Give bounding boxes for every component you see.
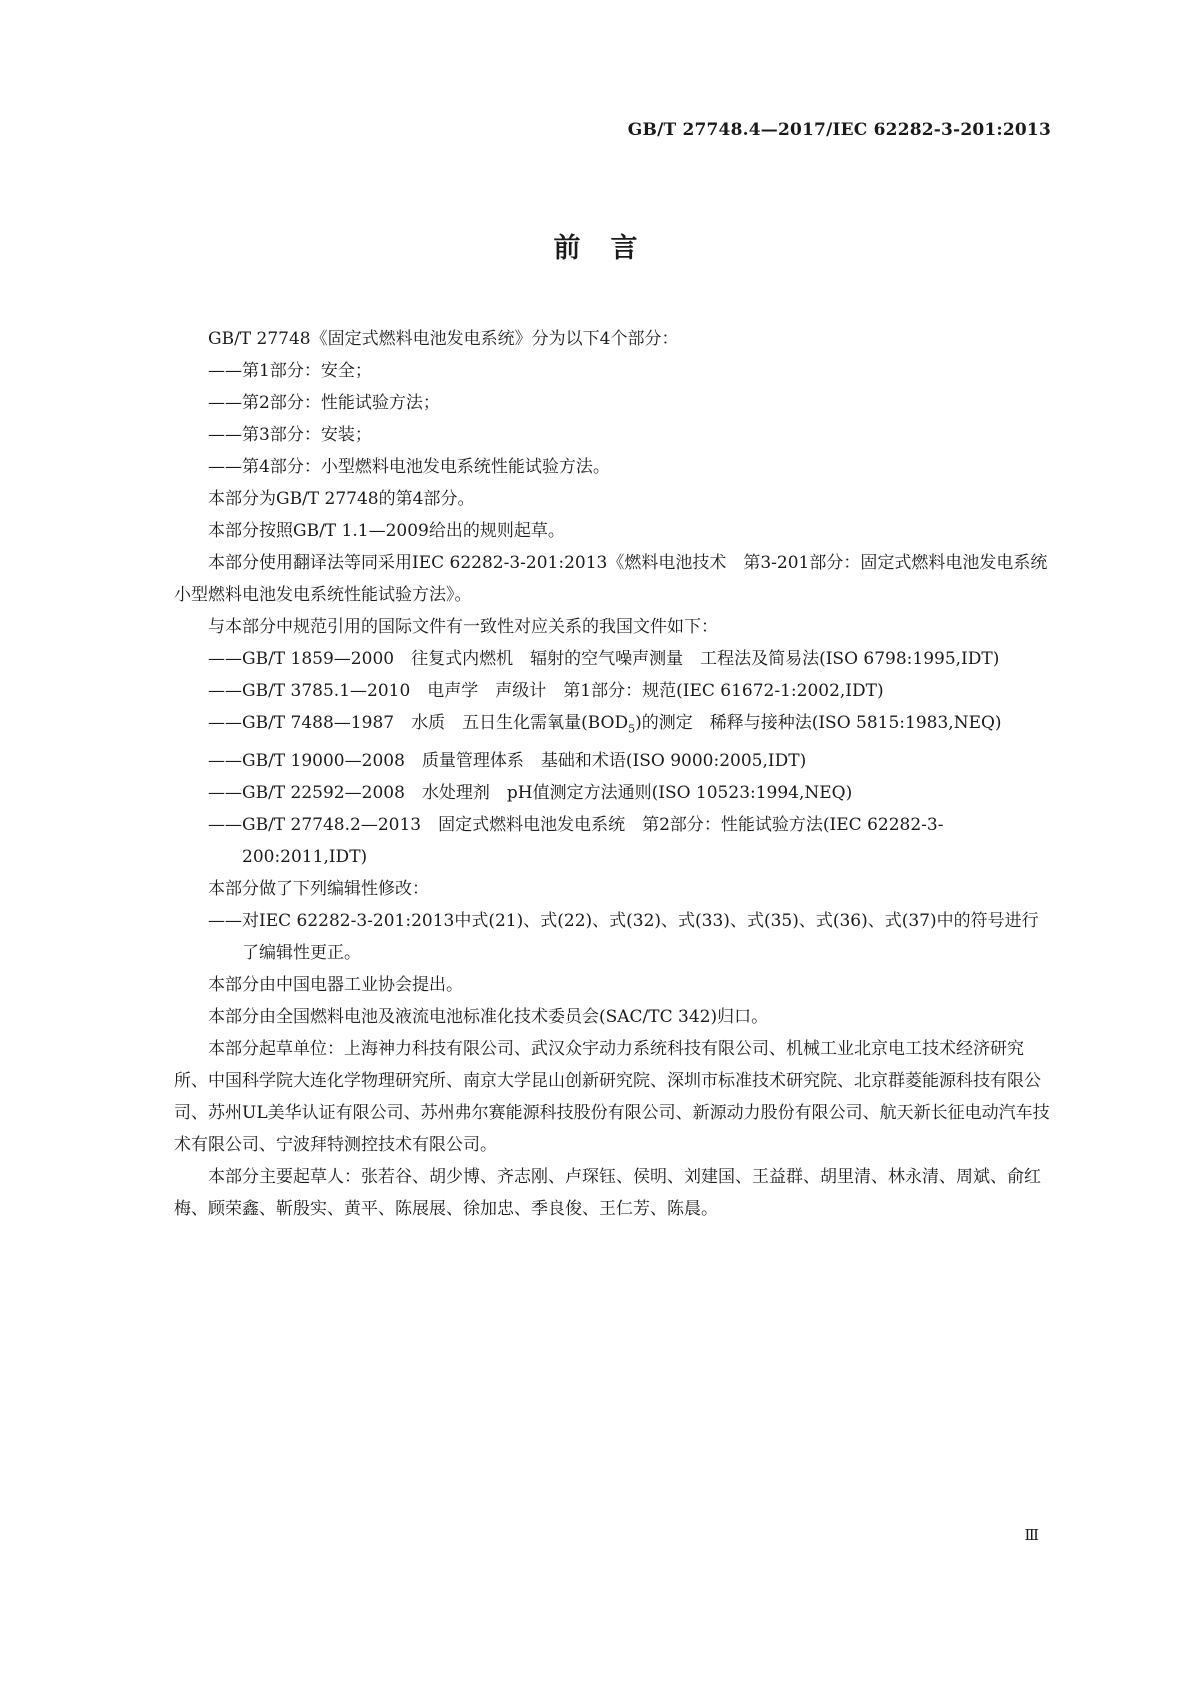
reference-item-1: ——GB/T 1859—2000 往复式内燃机 辐射的空气噪声测量 工程法及简易法(ISO 6798:1995,IDT) xyxy=(208,649,1000,669)
part-item-4: ——第4部分：小型燃料电池发电系统性能试验方法。 xyxy=(208,457,610,477)
page-title: 前言 xyxy=(553,233,668,264)
part-item-3: ——第3部分：安装； xyxy=(208,425,372,445)
centralized-paragraph: 本部分由全国燃料电池及液流电池标准化技术委员会(SAC/TC 342)归口。 xyxy=(208,1007,769,1028)
reference-item-3 xyxy=(208,707,1052,745)
proposed-by-paragraph: 本部分由中国电器工业协会提出。 xyxy=(208,975,463,996)
reference-item-5: ——GB/T 22592—2008 水处理剂 pH值测定方法通则(ISO 10523:1994,NEQ) xyxy=(208,783,853,804)
reference-item-2: ——GB/T 3785.1—2010 电声学 声级计 第1部分：规范(IEC 61672-1:2002,IDT) xyxy=(208,681,884,701)
correspondence-paragraph: 与本部分中规范引用的国际文件有一致性对应关系的我国文件如下： xyxy=(208,617,718,637)
translation-paragraph: 本部分使用翻译法等同采用IEC 62282-3-201:2013《燃料电池技术 第3-201部分：固定式燃料电池发电系统 小型燃料电池发电系统性能试验方法》。 xyxy=(174,553,1065,605)
edit-item: ——对IEC 62282-3-201:2013中式(21)、式(22)、式(32)、式(33)、式(35)、式(36)、式(37)中的符号进行了编辑性更正。 xyxy=(208,911,1039,964)
drafting-units-paragraph: 本部分起草单位：上海神力科技有限公司、武汉众宇动力系统科技有限公司、机械工业北京电工技术经济研究所、中国科学院大连化学物理研究所、南京大学昆山创新研究院、深圳市标准技术研究院、北京群菱能源科技有限公司、苏州UL美华认证有限公司、苏州弗尔赛能源科技股份有限公司、新源动力股份有限公司、航天新长征电动汽车技术有限公司、宁波拜特测控技术有限公司。 xyxy=(174,1039,1050,1156)
reference-item-3-post: )的测定 稀释与接种法(ISO 5815:1983,NEQ) xyxy=(635,713,1002,733)
standard-code-header: GB/T 27748.4—2017/IEC 62282-3-201:2013 xyxy=(627,120,1051,140)
foreword-body xyxy=(174,323,1065,1225)
reference-item-6: ——GB/T 27748.2—2013 固定式燃料电池发电系统 第2部分：性能试验方法(IEC 62282-3-200:2011,IDT) xyxy=(208,815,944,868)
page-number: Ⅲ xyxy=(1024,1526,1039,1544)
part-of-paragraph: 本部分为GB/T 27748的第4部分。 xyxy=(208,489,475,509)
part-item-2: ——第2部分：性能试验方法； xyxy=(208,393,440,413)
drafters-paragraph: 本部分主要起草人：张若谷、胡少博、齐志刚、卢琛钰、侯明、刘建国、王益群、胡里清、林永清、周斌、俞红梅、顾荣鑫、靳殷实、黄平、陈展展、徐加忠、季良俊、王仁芳、陈晨。 xyxy=(174,1167,1041,1220)
intro-paragraph: GB/T 27748《固定式燃料电池发电系统》分为以下4个部分： xyxy=(208,329,679,349)
edits-paragraph: 本部分做了下列编辑性修改： xyxy=(208,879,429,900)
reference-item-3-subscript: 5 xyxy=(628,722,636,736)
part-item-1: ——第1部分：安全； xyxy=(208,361,372,381)
reference-item-3-pre: ——GB/T 7488—1987 水质 五日生化需氧量(BOD xyxy=(208,713,629,733)
reference-item-4: ——GB/T 19000—2008 质量管理体系 基础和术语(ISO 9000:2005,IDT) xyxy=(208,751,807,772)
drafting-rules-paragraph: 本部分按照GB/T 1.1—2009给出的规则起草。 xyxy=(208,521,565,541)
